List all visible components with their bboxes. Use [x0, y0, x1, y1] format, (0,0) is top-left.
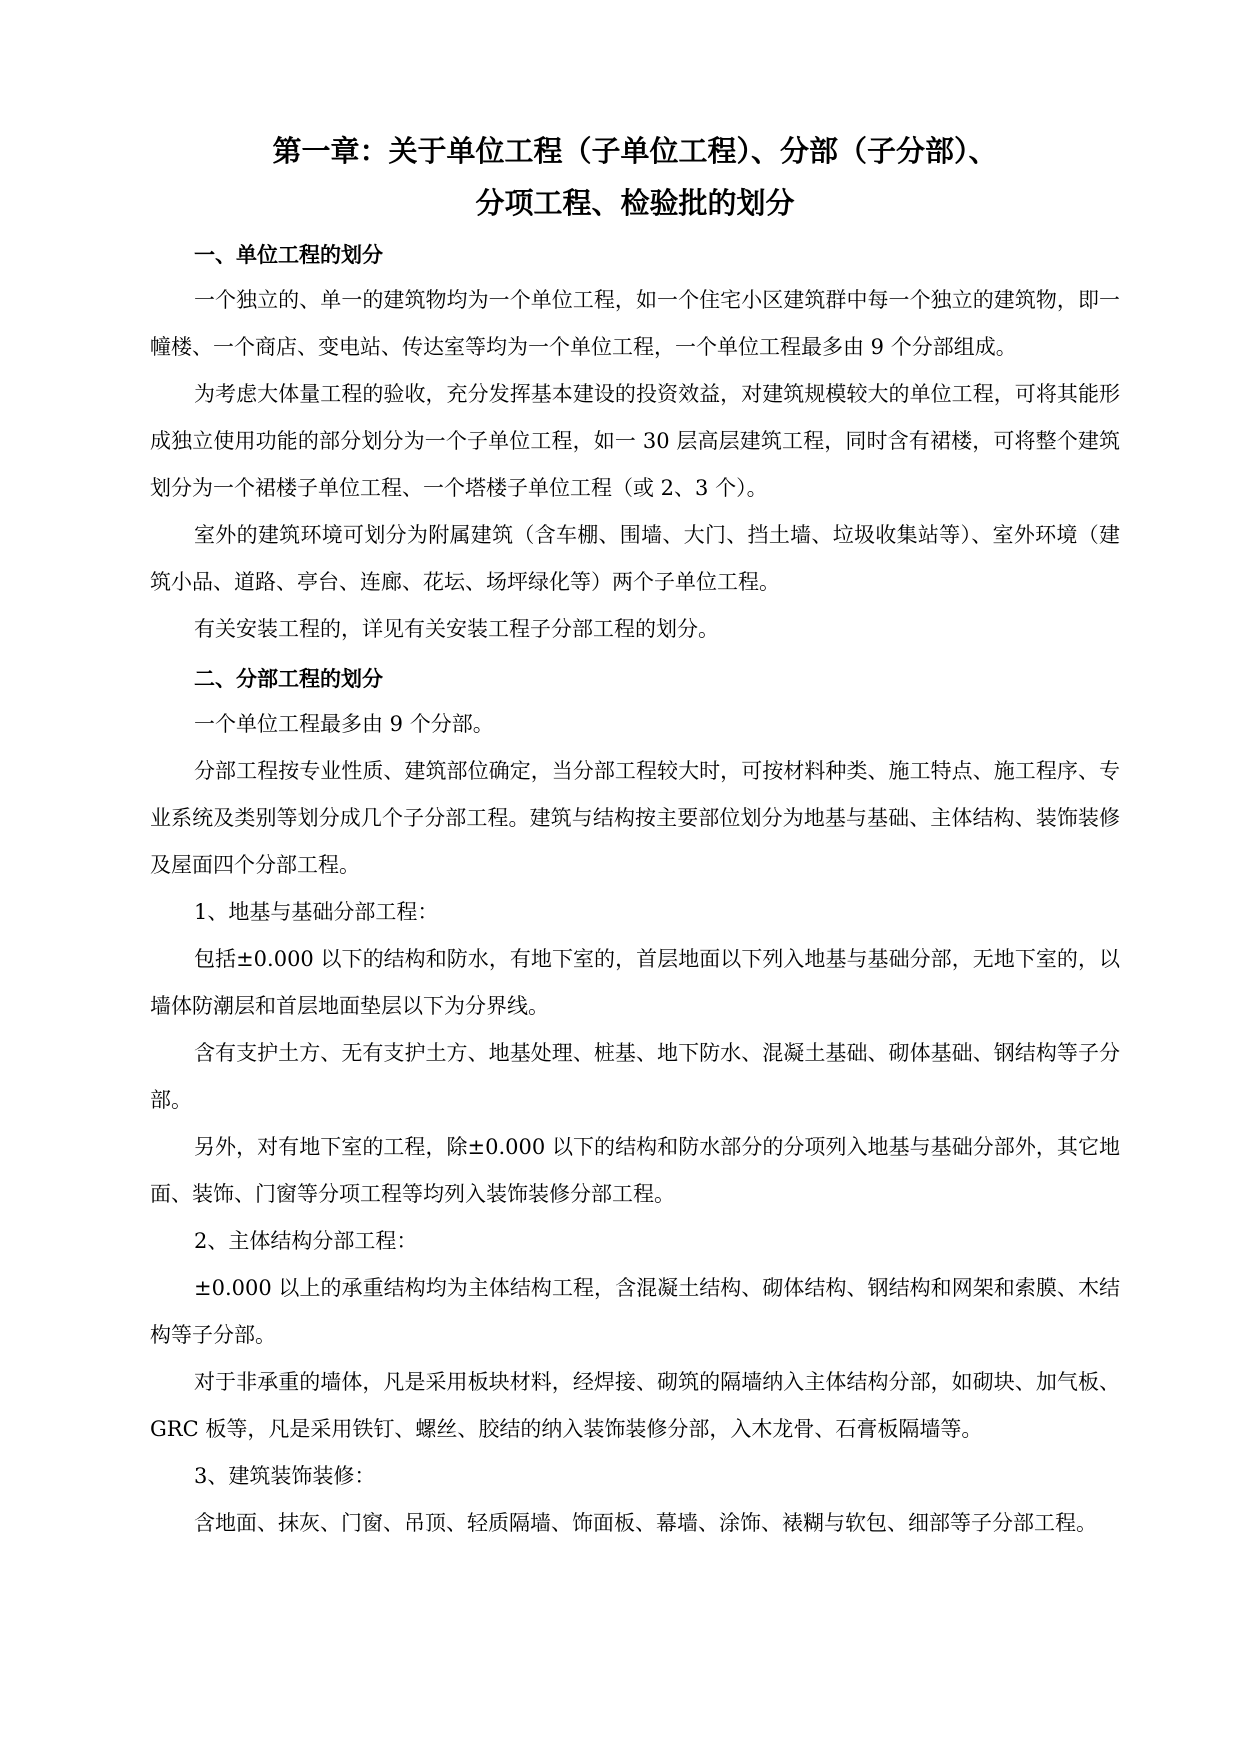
paragraph: 为考虑大体量工程的验收，充分发挥基本建设的投资效益，对建筑规模较大的单位工程，可将其能形成独立使用功能的部分划分为一个子单位工程，如一 30 层高层建筑工程，同时含有裙楼，可将整个建筑划分为一个裙楼子单位工程、一个塔楼子单位工程（或 2、3 个）。	[150, 382, 1120, 500]
section-heading-division-project: 二、分部工程的划分	[194, 667, 383, 691]
chapter-title-line-1: 第一章：关于单位工程（子单位工程）、分部（子分部）、	[272, 134, 998, 168]
paragraph: 一个单位工程最多由 9 个分部。	[194, 712, 494, 736]
subsection-heading-decoration: 3、建筑装饰装修：	[194, 1464, 376, 1488]
section-heading-unit-project: 一、单位工程的划分	[194, 243, 383, 267]
subsection-heading-main-structure: 2、主体结构分部工程：	[194, 1229, 418, 1253]
chapter-title	[150, 125, 1120, 229]
paragraph: 有关安装工程的，详见有关安装工程子分部工程的划分。	[194, 617, 719, 641]
document-page	[150, 125, 1120, 1547]
paragraph: ±0.000 以上的承重结构均为主体结构工程，含混凝土结构、砌体结构、钢结构和网架和索膜、木结构等子分部。	[150, 1276, 1120, 1347]
chapter-title-line-2: 分项工程、检验批的划分	[475, 186, 795, 220]
subsection-heading-foundation: 1、地基与基础分部工程：	[194, 900, 439, 924]
paragraph: 另外，对有地下室的工程，除±0.000 以下的结构和防水部分的分项列入地基与基础分部外，其它地面、装饰、门窗等分项工程等均列入装饰装修分部工程。	[150, 1135, 1120, 1206]
paragraph: 对于非承重的墙体，凡是采用板块材料，经焊接、砌筑的隔墙纳入主体结构分部，如砌块、加气板、GRC 板等，凡是采用铁钉、螺丝、胶结的纳入装饰装修分部，入木龙骨、石膏板隔墙等。	[150, 1370, 1120, 1441]
paragraph: 包括±0.000 以下的结构和防水，有地下室的，首层地面以下列入地基与基础分部，无地下室的，以墙体防潮层和首层地面垫层以下为分界线。	[150, 947, 1120, 1018]
paragraph: 室外的建筑环境可划分为附属建筑（含车棚、围墙、大门、挡土墙、垃圾收集站等）、室外环境（建筑小品、道路、亭台、连廊、花坛、场坪绿化等）两个子单位工程。	[150, 523, 1120, 594]
paragraph: 含有支护土方、无有支护土方、地基处理、桩基、地下防水、混凝土基础、砌体基础、钢结构等子分部。	[150, 1041, 1120, 1112]
paragraph: 一个独立的、单一的建筑物均为一个单位工程，如一个住宅小区建筑群中每一个独立的建筑物，即一幢楼、一个商店、变电站、传达室等均为一个单位工程，一个单位工程最多由 9 个分部组成。	[150, 288, 1120, 359]
paragraph: 分部工程按专业性质、建筑部位确定，当分部工程较大时，可按材料种类、施工特点、施工程序、专业系统及类别等划分成几个子分部工程。建筑与结构按主要部位划分为地基与基础、主体结构、装饰装修及屋面四个分部工程。	[150, 759, 1120, 877]
paragraph: 含地面、抹灰、门窗、吊顶、轻质隔墙、饰面板、幕墙、涂饰、裱糊与软包、细部等子分部工程。	[194, 1511, 1097, 1535]
